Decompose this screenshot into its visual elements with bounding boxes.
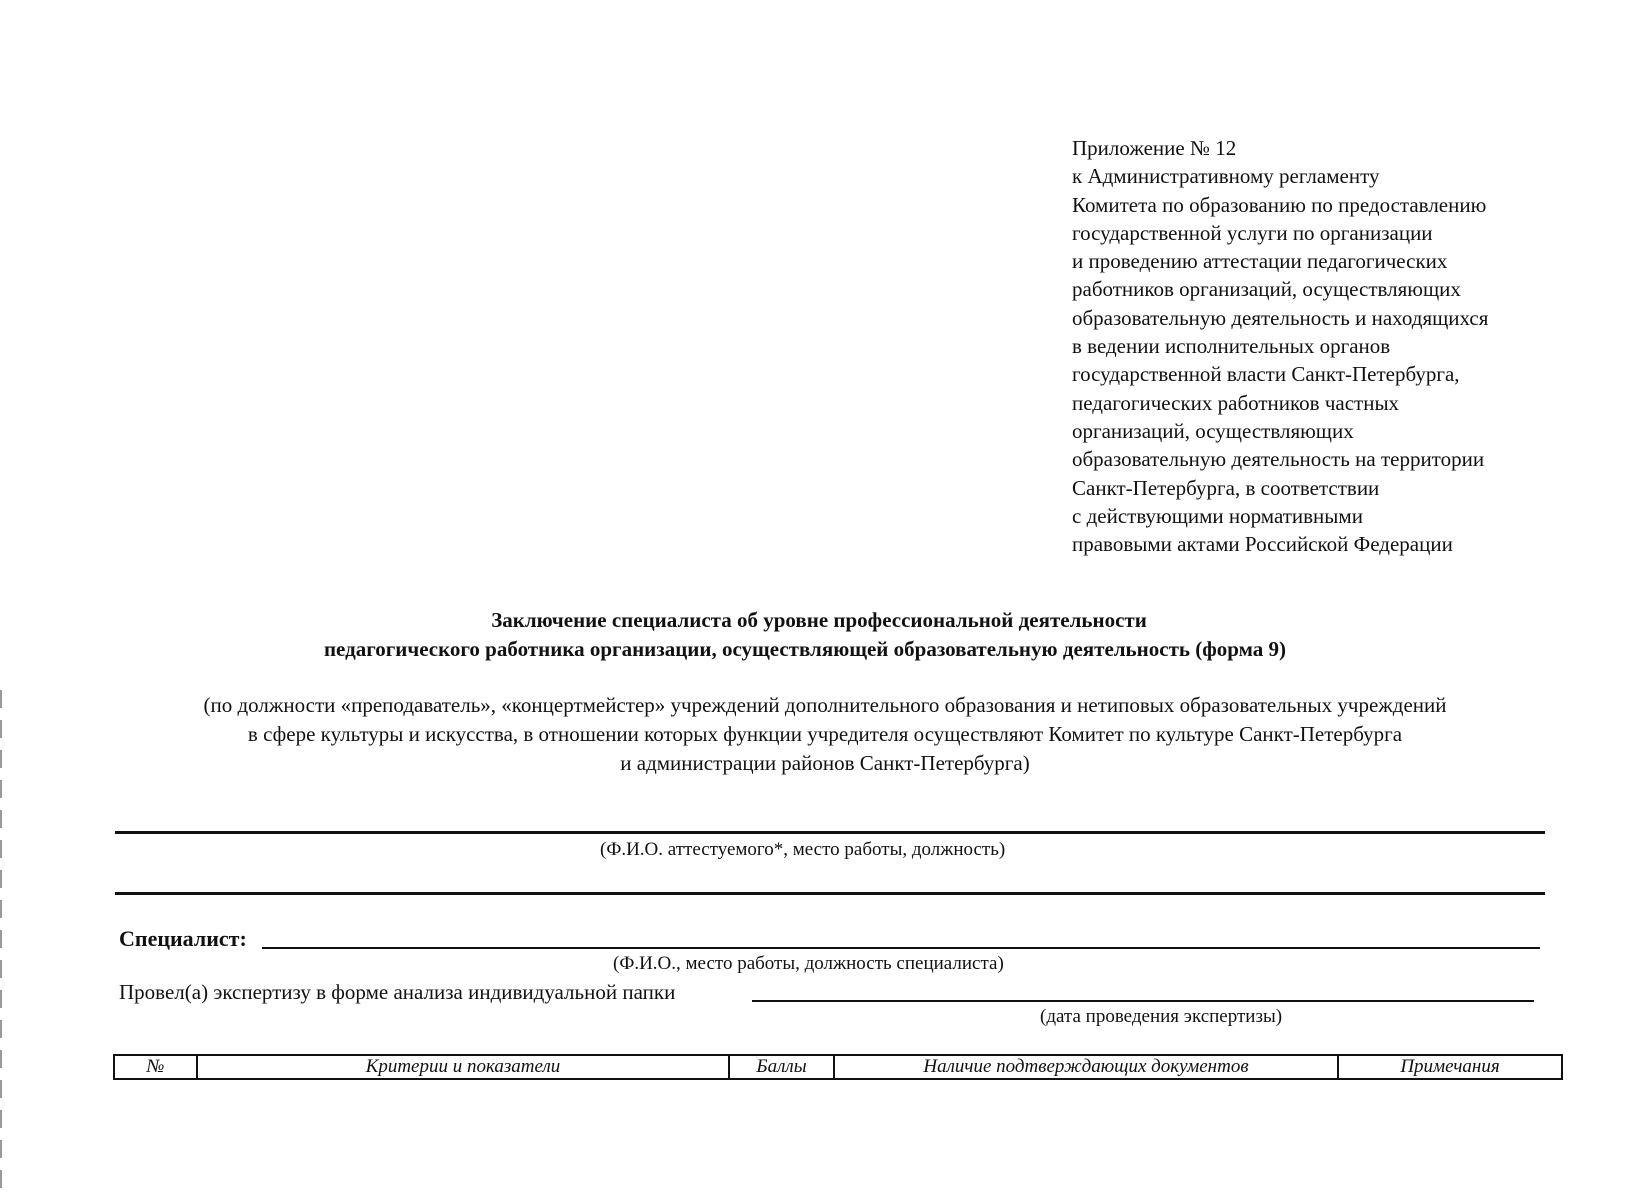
appendix-line: Приложение № 12 <box>1072 136 1237 160</box>
specialist-label: Специалист: <box>119 926 247 951</box>
appendix-header <box>1072 134 1572 558</box>
appendix-line: к Административному регламенту <box>1072 164 1380 189</box>
fio-fill-line-2 <box>115 892 1545 895</box>
table-header-row <box>114 1055 1562 1079</box>
scan-edge-artifact <box>0 690 2 1200</box>
column-header-notes: Примечания <box>1338 1055 1562 1079</box>
appendix-line: Санкт-Петербурга, в соответствии <box>1072 475 1380 500</box>
appendix-line: и проведению аттестации педагогических <box>1072 249 1448 274</box>
appendix-line: с действующими нормативными <box>1072 503 1363 528</box>
appendix-line: организаций, осуществляющих <box>1072 418 1354 443</box>
column-header-points: Баллы <box>729 1055 834 1079</box>
document-title-line-2: педагогического работника организации, осуществляющей образовательную деятельность (форма 9) <box>323 637 1287 661</box>
appendix-line: работников организаций, осуществляющих <box>1072 277 1461 302</box>
expertise-date-caption: (дата проведения экспертизы) <box>1040 1006 1283 1027</box>
specialist-fill-line <box>262 947 1540 949</box>
appendix-line: образовательную деятельность и находящихся <box>1072 305 1489 330</box>
expertise-date-fill-line <box>752 1000 1534 1002</box>
column-header-number: № <box>114 1055 197 1079</box>
appendix-line: Комитета по образованию по предоставлению <box>1072 192 1487 217</box>
appendix-line: государственной услуги по организации <box>1072 220 1433 245</box>
fio-fill-line <box>115 831 1545 834</box>
fio-caption: (Ф.И.О. аттестуемого*, место работы, должность) <box>600 839 1006 860</box>
appendix-line: образовательную деятельность на территории <box>1072 447 1485 472</box>
appendix-line: педагогических работников частных <box>1072 390 1400 415</box>
document-subtitle-line-3: и администрации районов Санкт-Петербурга) <box>620 751 1030 775</box>
appendix-line: государственной власти Санкт-Петербурга, <box>1072 362 1460 387</box>
document-title-line-1: Заключение специалиста об уровне профессиональной деятельности <box>491 608 1147 632</box>
document-subtitle-line-1: (по должности «преподаватель», «концертмейстер» учреждений дополнительного образования и нетиповых образовательных учреждений <box>203 693 1447 717</box>
column-header-documents: Наличие подтверждающих документов <box>834 1055 1338 1079</box>
appendix-line: в ведении исполнительных органов <box>1072 334 1391 359</box>
column-header-criteria: Критерии и показатели <box>197 1055 729 1079</box>
expertise-label: Провел(а) экспертизу в форме анализа индивидуальной папки <box>119 980 676 1004</box>
criteria-table <box>113 1054 1563 1080</box>
appendix-line: правовыми актами Российской Федерации <box>1072 532 1453 557</box>
specialist-caption: (Ф.И.О., место работы, должность специалиста) <box>613 953 1004 974</box>
document-subtitle-line-2: в сфере культуры и искусства, в отношении которых функции учредителя осуществляют Комитет по культуре Санкт-Петербурга <box>247 722 1403 746</box>
